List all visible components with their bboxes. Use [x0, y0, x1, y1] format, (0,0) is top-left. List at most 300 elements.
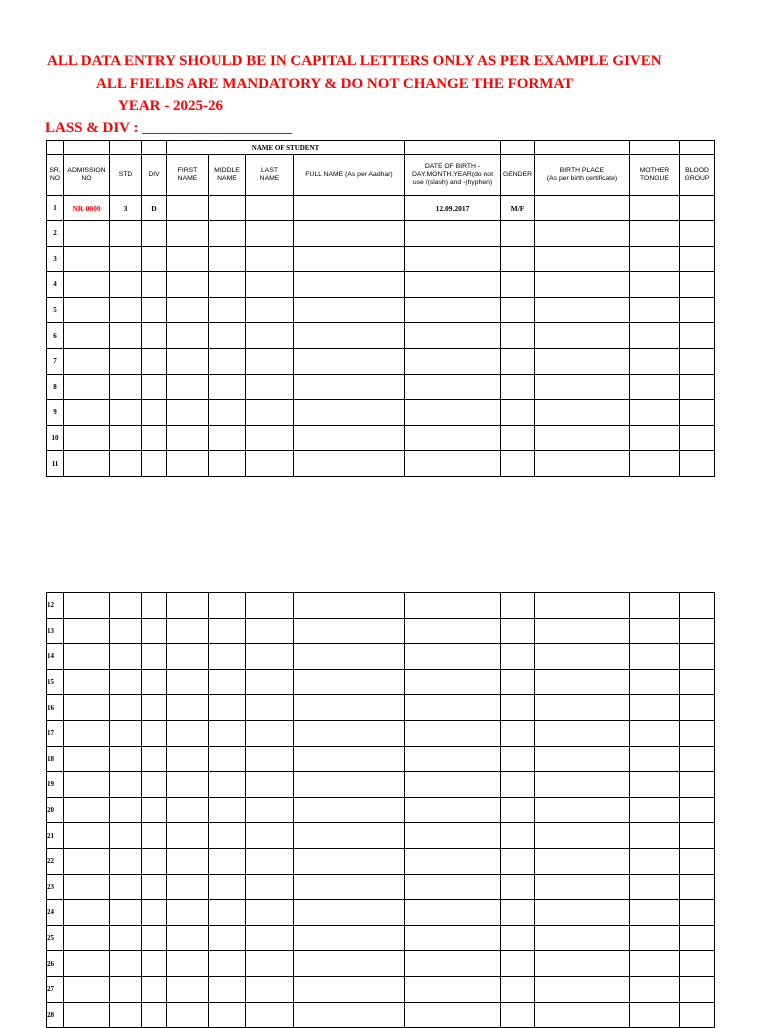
blood-group-cell[interactable]: [680, 669, 715, 695]
mother-tongue-cell[interactable]: [630, 425, 680, 451]
std-cell[interactable]: [110, 874, 142, 900]
admission-no-cell[interactable]: [64, 618, 110, 644]
middle-name-cell[interactable]: [209, 695, 246, 721]
full-name-cell[interactable]: [294, 425, 405, 451]
gender-cell[interactable]: [501, 900, 535, 926]
std-cell[interactable]: [110, 669, 142, 695]
admission-no-cell[interactable]: [64, 221, 110, 247]
middle-name-cell[interactable]: [209, 246, 246, 272]
birth-place-cell[interactable]: [535, 925, 630, 951]
std-cell[interactable]: [110, 374, 142, 400]
example-std[interactable]: 3: [110, 196, 142, 221]
middle-name-cell[interactable]: [209, 196, 246, 221]
admission-no-cell[interactable]: [64, 669, 110, 695]
admission-no-cell[interactable]: [64, 425, 110, 451]
birth-place-cell[interactable]: [535, 593, 630, 619]
dob-cell[interactable]: [405, 848, 501, 874]
blood-group-cell[interactable]: [680, 746, 715, 772]
div-cell[interactable]: [142, 823, 167, 849]
div-cell[interactable]: [142, 272, 167, 298]
admission-no-cell[interactable]: [64, 848, 110, 874]
dob-cell[interactable]: [405, 900, 501, 926]
blood-group-cell[interactable]: [680, 797, 715, 823]
dob-cell[interactable]: [405, 746, 501, 772]
div-cell[interactable]: [142, 451, 167, 477]
first-name-cell[interactable]: [167, 772, 209, 798]
gender-cell[interactable]: [501, 374, 535, 400]
std-cell[interactable]: [110, 900, 142, 926]
dob-cell[interactable]: [405, 593, 501, 619]
admission-no-cell[interactable]: [64, 695, 110, 721]
std-cell[interactable]: [110, 695, 142, 721]
mother-tongue-cell[interactable]: [630, 848, 680, 874]
last-name-cell[interactable]: [246, 848, 294, 874]
dob-cell[interactable]: [405, 297, 501, 323]
example-gender[interactable]: M/F: [501, 196, 535, 221]
gender-cell[interactable]: [501, 297, 535, 323]
middle-name-cell[interactable]: [209, 746, 246, 772]
mother-tongue-cell[interactable]: [630, 618, 680, 644]
std-cell[interactable]: [110, 644, 142, 670]
gender-cell[interactable]: [501, 451, 535, 477]
std-cell[interactable]: [110, 772, 142, 798]
gender-cell[interactable]: [501, 348, 535, 374]
birth-place-cell[interactable]: [535, 720, 630, 746]
first-name-cell[interactable]: [167, 695, 209, 721]
first-name-cell[interactable]: [167, 797, 209, 823]
mother-tongue-cell[interactable]: [630, 695, 680, 721]
div-cell[interactable]: [142, 951, 167, 977]
first-name-cell[interactable]: [167, 669, 209, 695]
first-name-cell[interactable]: [167, 425, 209, 451]
full-name-cell[interactable]: [294, 272, 405, 298]
last-name-cell[interactable]: [246, 644, 294, 670]
birth-place-cell[interactable]: [535, 221, 630, 247]
blood-group-cell[interactable]: [680, 400, 715, 426]
admission-no-cell[interactable]: [64, 348, 110, 374]
std-cell[interactable]: [110, 451, 142, 477]
admission-no-cell[interactable]: [64, 925, 110, 951]
middle-name-cell[interactable]: [209, 272, 246, 298]
std-cell[interactable]: [110, 618, 142, 644]
admission-no-cell[interactable]: [64, 644, 110, 670]
admission-no-cell[interactable]: [64, 772, 110, 798]
mother-tongue-cell[interactable]: [630, 221, 680, 247]
birth-place-cell[interactable]: [535, 695, 630, 721]
div-cell[interactable]: [142, 246, 167, 272]
example-admission-no[interactable]: NR-0000: [64, 196, 110, 221]
gender-cell[interactable]: [501, 695, 535, 721]
mother-tongue-cell[interactable]: [630, 272, 680, 298]
first-name-cell[interactable]: [167, 246, 209, 272]
full-name-cell[interactable]: [294, 618, 405, 644]
gender-cell[interactable]: [501, 593, 535, 619]
admission-no-cell[interactable]: [64, 874, 110, 900]
birth-place-cell[interactable]: [535, 196, 630, 221]
admission-no-cell[interactable]: [64, 900, 110, 926]
blood-group-cell[interactable]: [680, 695, 715, 721]
first-name-cell[interactable]: [167, 221, 209, 247]
blood-group-cell[interactable]: [680, 374, 715, 400]
blood-group-cell[interactable]: [680, 925, 715, 951]
birth-place-cell[interactable]: [535, 644, 630, 670]
gender-cell[interactable]: [501, 425, 535, 451]
mother-tongue-cell[interactable]: [630, 451, 680, 477]
full-name-cell[interactable]: [294, 644, 405, 670]
first-name-cell[interactable]: [167, 874, 209, 900]
middle-name-cell[interactable]: [209, 797, 246, 823]
full-name-cell[interactable]: [294, 848, 405, 874]
last-name-cell[interactable]: [246, 669, 294, 695]
blood-group-cell[interactable]: [680, 196, 715, 221]
std-cell[interactable]: [110, 221, 142, 247]
mother-tongue-cell[interactable]: [630, 797, 680, 823]
dob-cell[interactable]: [405, 823, 501, 849]
gender-cell[interactable]: [501, 746, 535, 772]
last-name-cell[interactable]: [246, 772, 294, 798]
birth-place-cell[interactable]: [535, 272, 630, 298]
div-cell[interactable]: [142, 797, 167, 823]
middle-name-cell[interactable]: [209, 323, 246, 349]
blood-group-cell[interactable]: [680, 644, 715, 670]
std-cell[interactable]: [110, 976, 142, 1002]
dob-cell[interactable]: [405, 644, 501, 670]
middle-name-cell[interactable]: [209, 374, 246, 400]
std-cell[interactable]: [110, 593, 142, 619]
mother-tongue-cell[interactable]: [630, 746, 680, 772]
middle-name-cell[interactable]: [209, 451, 246, 477]
birth-place-cell[interactable]: [535, 246, 630, 272]
dob-cell[interactable]: [405, 374, 501, 400]
gender-cell[interactable]: [501, 925, 535, 951]
std-cell[interactable]: [110, 272, 142, 298]
mother-tongue-cell[interactable]: [630, 323, 680, 349]
div-cell[interactable]: [142, 772, 167, 798]
middle-name-cell[interactable]: [209, 951, 246, 977]
middle-name-cell[interactable]: [209, 720, 246, 746]
blood-group-cell[interactable]: [680, 900, 715, 926]
dob-cell[interactable]: [405, 451, 501, 477]
gender-cell[interactable]: [501, 951, 535, 977]
div-cell[interactable]: [142, 746, 167, 772]
birth-place-cell[interactable]: [535, 976, 630, 1002]
dob-cell[interactable]: [405, 874, 501, 900]
last-name-cell[interactable]: [246, 874, 294, 900]
div-cell[interactable]: [142, 374, 167, 400]
first-name-cell[interactable]: [167, 720, 209, 746]
dob-cell[interactable]: [405, 951, 501, 977]
gender-cell[interactable]: [501, 246, 535, 272]
birth-place-cell[interactable]: [535, 848, 630, 874]
middle-name-cell[interactable]: [209, 669, 246, 695]
birth-place-cell[interactable]: [535, 874, 630, 900]
gender-cell[interactable]: [501, 272, 535, 298]
std-cell[interactable]: [110, 246, 142, 272]
dob-cell[interactable]: [405, 797, 501, 823]
birth-place-cell[interactable]: [535, 900, 630, 926]
full-name-cell[interactable]: [294, 720, 405, 746]
birth-place-cell[interactable]: [535, 348, 630, 374]
middle-name-cell[interactable]: [209, 593, 246, 619]
blood-group-cell[interactable]: [680, 874, 715, 900]
div-cell[interactable]: [142, 874, 167, 900]
birth-place-cell[interactable]: [535, 823, 630, 849]
first-name-cell[interactable]: [167, 644, 209, 670]
div-cell[interactable]: [142, 425, 167, 451]
middle-name-cell[interactable]: [209, 848, 246, 874]
first-name-cell[interactable]: [167, 746, 209, 772]
div-cell[interactable]: [142, 644, 167, 670]
last-name-cell[interactable]: [246, 425, 294, 451]
birth-place-cell[interactable]: [535, 951, 630, 977]
admission-no-cell[interactable]: [64, 272, 110, 298]
last-name-cell[interactable]: [246, 272, 294, 298]
last-name-cell[interactable]: [246, 976, 294, 1002]
mother-tongue-cell[interactable]: [630, 348, 680, 374]
first-name-cell[interactable]: [167, 976, 209, 1002]
admission-no-cell[interactable]: [64, 823, 110, 849]
middle-name-cell[interactable]: [209, 900, 246, 926]
div-cell[interactable]: [142, 593, 167, 619]
mother-tongue-cell[interactable]: [630, 823, 680, 849]
last-name-cell[interactable]: [246, 695, 294, 721]
std-cell[interactable]: [110, 400, 142, 426]
mother-tongue-cell[interactable]: [630, 644, 680, 670]
div-cell[interactable]: [142, 669, 167, 695]
admission-no-cell[interactable]: [64, 451, 110, 477]
std-cell[interactable]: [110, 925, 142, 951]
blood-group-cell[interactable]: [680, 425, 715, 451]
gender-cell[interactable]: [501, 323, 535, 349]
first-name-cell[interactable]: [167, 400, 209, 426]
div-cell[interactable]: [142, 348, 167, 374]
last-name-cell[interactable]: [246, 823, 294, 849]
div-cell[interactable]: [142, 925, 167, 951]
birth-place-cell[interactable]: [535, 323, 630, 349]
admission-no-cell[interactable]: [64, 400, 110, 426]
first-name-cell[interactable]: [167, 374, 209, 400]
full-name-cell[interactable]: [294, 925, 405, 951]
admission-no-cell[interactable]: [64, 593, 110, 619]
first-name-cell[interactable]: [167, 272, 209, 298]
std-cell[interactable]: [110, 425, 142, 451]
birth-place-cell[interactable]: [535, 797, 630, 823]
full-name-cell[interactable]: [294, 297, 405, 323]
gender-cell[interactable]: [501, 669, 535, 695]
blood-group-cell[interactable]: [680, 323, 715, 349]
mother-tongue-cell[interactable]: [630, 772, 680, 798]
middle-name-cell[interactable]: [209, 297, 246, 323]
mother-tongue-cell[interactable]: [630, 246, 680, 272]
middle-name-cell[interactable]: [209, 644, 246, 670]
last-name-cell[interactable]: [246, 900, 294, 926]
mother-tongue-cell[interactable]: [630, 374, 680, 400]
blood-group-cell[interactable]: [680, 221, 715, 247]
first-name-cell[interactable]: [167, 618, 209, 644]
div-cell[interactable]: [142, 848, 167, 874]
blood-group-cell[interactable]: [680, 823, 715, 849]
mother-tongue-cell[interactable]: [630, 976, 680, 1002]
admission-no-cell[interactable]: [64, 323, 110, 349]
last-name-cell[interactable]: [246, 451, 294, 477]
birth-place-cell[interactable]: [535, 772, 630, 798]
admission-no-cell[interactable]: [64, 797, 110, 823]
birth-place-cell[interactable]: [535, 374, 630, 400]
full-name-cell[interactable]: [294, 400, 405, 426]
blood-group-cell[interactable]: [680, 976, 715, 1002]
mother-tongue-cell[interactable]: [630, 951, 680, 977]
mother-tongue-cell[interactable]: [630, 720, 680, 746]
full-name-cell[interactable]: [294, 976, 405, 1002]
first-name-cell[interactable]: [167, 823, 209, 849]
example-div[interactable]: D: [142, 196, 167, 221]
dob-cell[interactable]: [405, 695, 501, 721]
dob-cell[interactable]: [405, 323, 501, 349]
gender-cell[interactable]: [501, 221, 535, 247]
blood-group-cell[interactable]: [680, 297, 715, 323]
first-name-cell[interactable]: [167, 900, 209, 926]
last-name-cell[interactable]: [246, 797, 294, 823]
last-name-cell[interactable]: [246, 400, 294, 426]
example-dob[interactable]: 12.09.2017: [405, 196, 501, 221]
birth-place-cell[interactable]: [535, 669, 630, 695]
gender-cell[interactable]: [501, 400, 535, 426]
full-name-cell[interactable]: [294, 669, 405, 695]
div-cell[interactable]: [142, 720, 167, 746]
last-name-cell[interactable]: [246, 246, 294, 272]
div-cell[interactable]: [142, 297, 167, 323]
gender-cell[interactable]: [501, 720, 535, 746]
dob-cell[interactable]: [405, 618, 501, 644]
div-cell[interactable]: [142, 618, 167, 644]
std-cell[interactable]: [110, 746, 142, 772]
birth-place-cell[interactable]: [535, 451, 630, 477]
admission-no-cell[interactable]: [64, 746, 110, 772]
blood-group-cell[interactable]: [680, 951, 715, 977]
first-name-cell[interactable]: [167, 451, 209, 477]
std-cell[interactable]: [110, 720, 142, 746]
div-cell[interactable]: [142, 976, 167, 1002]
first-name-cell[interactable]: [167, 297, 209, 323]
blood-group-cell[interactable]: [680, 451, 715, 477]
mother-tongue-cell[interactable]: [630, 400, 680, 426]
birth-place-cell[interactable]: [535, 400, 630, 426]
std-cell[interactable]: [110, 297, 142, 323]
std-cell[interactable]: [110, 323, 142, 349]
std-cell[interactable]: [110, 848, 142, 874]
gender-cell[interactable]: [501, 823, 535, 849]
gender-cell[interactable]: [501, 848, 535, 874]
full-name-cell[interactable]: [294, 323, 405, 349]
blood-group-cell[interactable]: [680, 593, 715, 619]
std-cell[interactable]: [110, 951, 142, 977]
blood-group-cell[interactable]: [680, 848, 715, 874]
gender-cell[interactable]: [501, 772, 535, 798]
blood-group-cell[interactable]: [680, 348, 715, 374]
dob-cell[interactable]: [405, 348, 501, 374]
dob-cell[interactable]: [405, 400, 501, 426]
gender-cell[interactable]: [501, 644, 535, 670]
first-name-cell[interactable]: [167, 348, 209, 374]
admission-no-cell[interactable]: [64, 374, 110, 400]
last-name-cell[interactable]: [246, 720, 294, 746]
mother-tongue-cell[interactable]: [630, 874, 680, 900]
dob-cell[interactable]: [405, 246, 501, 272]
dob-cell[interactable]: [405, 720, 501, 746]
last-name-cell[interactable]: [246, 925, 294, 951]
div-cell[interactable]: [142, 400, 167, 426]
dob-cell[interactable]: [405, 772, 501, 798]
birth-place-cell[interactable]: [535, 618, 630, 644]
mother-tongue-cell[interactable]: [630, 669, 680, 695]
middle-name-cell[interactable]: [209, 772, 246, 798]
full-name-cell[interactable]: [294, 374, 405, 400]
mother-tongue-cell[interactable]: [630, 196, 680, 221]
dob-cell[interactable]: [405, 669, 501, 695]
dob-cell[interactable]: [405, 925, 501, 951]
middle-name-cell[interactable]: [209, 874, 246, 900]
last-name-cell[interactable]: [246, 746, 294, 772]
full-name-cell[interactable]: [294, 900, 405, 926]
last-name-cell[interactable]: [246, 348, 294, 374]
last-name-cell[interactable]: [246, 374, 294, 400]
full-name-cell[interactable]: [294, 797, 405, 823]
middle-name-cell[interactable]: [209, 823, 246, 849]
first-name-cell[interactable]: [167, 196, 209, 221]
admission-no-cell[interactable]: [64, 720, 110, 746]
full-name-cell[interactable]: [294, 951, 405, 977]
last-name-cell[interactable]: [246, 323, 294, 349]
gender-cell[interactable]: [501, 618, 535, 644]
full-name-cell[interactable]: [294, 348, 405, 374]
first-name-cell[interactable]: [167, 848, 209, 874]
admission-no-cell[interactable]: [64, 951, 110, 977]
full-name-cell[interactable]: [294, 823, 405, 849]
full-name-cell[interactable]: [294, 746, 405, 772]
mother-tongue-cell[interactable]: [630, 593, 680, 619]
div-cell[interactable]: [142, 221, 167, 247]
last-name-cell[interactable]: [246, 297, 294, 323]
std-cell[interactable]: [110, 348, 142, 374]
div-cell[interactable]: [142, 695, 167, 721]
blood-group-cell[interactable]: [680, 246, 715, 272]
div-cell[interactable]: [142, 323, 167, 349]
first-name-cell[interactable]: [167, 951, 209, 977]
gender-cell[interactable]: [501, 874, 535, 900]
first-name-cell[interactable]: [167, 323, 209, 349]
middle-name-cell[interactable]: [209, 400, 246, 426]
full-name-cell[interactable]: [294, 695, 405, 721]
last-name-cell[interactable]: [246, 221, 294, 247]
first-name-cell[interactable]: [167, 925, 209, 951]
admission-no-cell[interactable]: [64, 297, 110, 323]
middle-name-cell[interactable]: [209, 618, 246, 644]
full-name-cell[interactable]: [294, 246, 405, 272]
middle-name-cell[interactable]: [209, 425, 246, 451]
last-name-cell[interactable]: [246, 618, 294, 644]
last-name-cell[interactable]: [246, 951, 294, 977]
full-name-cell[interactable]: [294, 772, 405, 798]
blood-group-cell[interactable]: [680, 272, 715, 298]
admission-no-cell[interactable]: [64, 246, 110, 272]
gender-cell[interactable]: [501, 797, 535, 823]
birth-place-cell[interactable]: [535, 297, 630, 323]
blood-group-cell[interactable]: [680, 618, 715, 644]
blood-group-cell[interactable]: [680, 720, 715, 746]
std-cell[interactable]: [110, 823, 142, 849]
middle-name-cell[interactable]: [209, 925, 246, 951]
middle-name-cell[interactable]: [209, 221, 246, 247]
